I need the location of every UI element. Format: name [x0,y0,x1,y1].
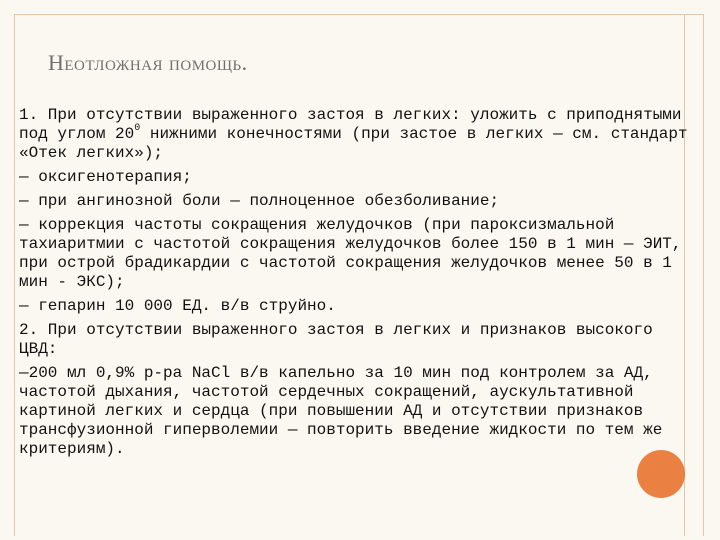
slide-body [19,106,691,464]
paragraph-4: — коррекция частоты сокращения желудочков (при пароксизмальной тахиаритмии с частотой сокращения желудочков более 150 в 1 мин — ЭИТ, при острой брадикардии с частотой сокращения желудочков менее 50 в 1 мин - ЭКС); [19,216,682,291]
slide-title: Неотложная помощь. [48,50,248,75]
paragraph-5: — гепарин 10 000 ЕД. в/в струйно. [19,297,336,315]
paragraph-3: — при ангинозной боли — полноценное обезболивание; [19,192,500,210]
degree-superscript: 0 [134,122,141,134]
paragraph-6: 2. При отсутствии выраженного застоя в легких и признаков высокого ЦВД: [19,321,653,358]
decorative-orange-circle [637,450,685,498]
paragraph-1 [19,106,691,163]
paragraph-1-text-end: нижними конечностями (при застое в легких — см. стандарт «Отек легких»); [19,125,688,162]
paragraph-1-text: 1. При отсутствии выраженного застоя в легких: уложить с приподнятыми под углом 20 [19,106,682,143]
paragraph-2: — оксигенотерапия; [19,168,192,186]
paragraph-7: —200 мл 0,9% р-ра NaCl в/в капельно за 10 мин под контролем за АД, частотой дыхания, частотой сердечных сокращений, аускультативной картиной легких и сердца (при повышении АД и отсутствии признаков трансфузионной гиперволемии — повторить введение жидкости по тем же критериям). [19,364,663,458]
